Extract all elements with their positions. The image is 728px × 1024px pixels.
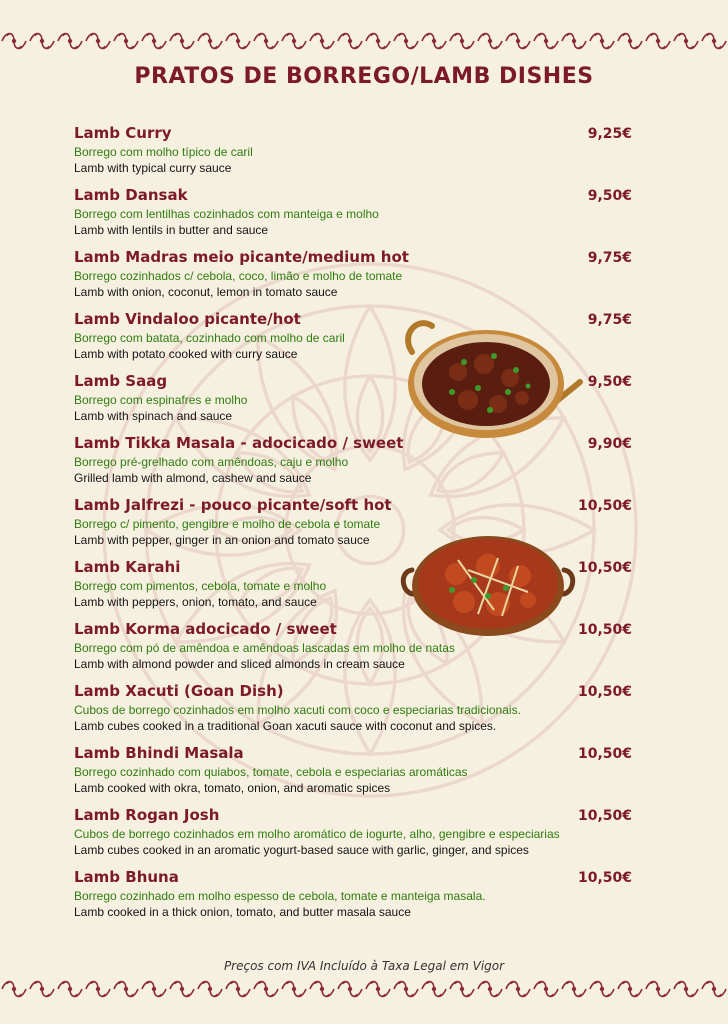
- item-description-en: Lamb with pepper, ginger in an onion and tomato sauce: [74, 533, 370, 547]
- menu-item-lamb-rogan-josh: [74, 806, 634, 868]
- item-price: 10,50€: [577, 560, 632, 576]
- top-ornament-border: [0, 28, 728, 54]
- menu-item-lamb-xacuti: [74, 682, 634, 744]
- item-price: 10,50€: [577, 870, 632, 886]
- item-description-en: Lamb cooked in a thick onion, tomato, and butter masala sauce: [74, 905, 411, 919]
- item-description-pt: Borrego pré-grelhado com amêndoas, caju e molho: [74, 455, 349, 469]
- menu-item-lamb-bhindi-masala: [74, 744, 634, 806]
- item-description-pt: Borrego com lentilhas cozinhados com manteiga e molho: [74, 207, 379, 221]
- item-description-pt: Cubos de borrego cozinhados em molho aromático de iogurte, alho, gengibre e especiarias: [74, 827, 560, 841]
- curry-bowl-image: [398, 312, 584, 452]
- item-price: 9,50€: [587, 374, 632, 390]
- item-description-pt: Borrego c/ pimento, gengibre e molho de cebola e tomate: [74, 517, 381, 531]
- item-description-en: Lamb with onion, coconut, lemon in tomato sauce: [74, 285, 338, 299]
- footer-note: Preços com IVA Incluído à Taxa Legal em Vigor: [223, 959, 505, 973]
- item-description-en: Grilled lamb with almond, cashew and sauce: [74, 471, 312, 485]
- item-price: 10,50€: [577, 808, 632, 824]
- item-price: 10,50€: [577, 684, 632, 700]
- item-price: 9,90€: [587, 436, 632, 452]
- item-description-pt: Borrego cozinhado com quiabos, tomate, cebola e especiarias aromáticas: [74, 765, 468, 779]
- item-name: Lamb Tikka Masala - adocicado / sweet: [74, 434, 404, 452]
- item-description-pt: Cubos de borrego cozinhados em molho xacuti com coco e especiarias tradicionais.: [74, 703, 521, 717]
- item-description-en: Lamb cubes cooked in a traditional Goan xacuti sauce with coconut and spices.: [74, 719, 497, 733]
- item-price: 9,75€: [587, 250, 632, 266]
- menu-item-lamb-curry: [74, 124, 634, 186]
- item-description-pt: Borrego cozinhado em molho espesso de cebola, tomate e manteiga masala.: [74, 889, 486, 903]
- bottom-ornament-border: [0, 976, 728, 1002]
- item-description-pt: Borrego cozinhados c/ cebola, coco, limão e molho de tomate: [74, 269, 403, 283]
- item-description-en: Lamb with typical curry sauce: [74, 161, 232, 175]
- item-name: Lamb Bhuna: [74, 868, 179, 886]
- item-price: 9,50€: [587, 188, 632, 204]
- item-description-en: Lamb cubes cooked in an aromatic yogurt-based sauce with garlic, ginger, and spices: [74, 843, 529, 857]
- item-description-pt: Borrego com batata, cozinhado com molho de caril: [74, 331, 345, 345]
- karahi-bowl-image: [398, 530, 578, 650]
- menu-item-lamb-bhuna: [74, 868, 634, 930]
- item-name: Lamb Bhindi Masala: [74, 744, 244, 762]
- item-description-en: Lamb with potato cooked with curry sauce: [74, 347, 298, 361]
- item-price: 9,75€: [587, 312, 632, 328]
- item-name: Lamb Korma adocicado / sweet: [74, 620, 337, 638]
- item-name: Lamb Rogan Josh: [74, 806, 220, 824]
- item-description-en: Lamb with peppers, onion, tomato, and sauce: [74, 595, 317, 609]
- item-name: Lamb Dansak: [74, 186, 188, 204]
- menu-item-lamb-dansak: [74, 186, 634, 248]
- item-price: 9,25€: [587, 126, 632, 142]
- item-name: Lamb Curry: [74, 124, 172, 142]
- item-name: Lamb Saag: [74, 372, 168, 390]
- item-price: 10,50€: [577, 746, 632, 762]
- item-description-pt: Borrego com pimentos, cebola, tomate e molho: [74, 579, 327, 593]
- item-description-en: Lamb cooked with okra, tomato, onion, and aromatic spices: [74, 781, 391, 795]
- item-name: Lamb Karahi: [74, 558, 181, 576]
- menu-list: [74, 124, 634, 930]
- item-name: Lamb Xacuti (Goan Dish): [74, 682, 284, 700]
- menu-item-lamb-madras: [74, 248, 634, 310]
- item-description-pt: Borrego com pó de amêndoa e amêndoas lascadas em molho de natas: [74, 641, 455, 655]
- item-price: 10,50€: [577, 498, 632, 514]
- item-name: Lamb Jalfrezi - pouco picante/soft hot: [74, 496, 392, 514]
- item-description-en: Lamb with almond powder and sliced almonds in cream sauce: [74, 657, 405, 671]
- item-name: Lamb Vindaloo picante/hot: [74, 310, 301, 328]
- item-name: Lamb Madras meio picante/medium hot: [74, 248, 409, 266]
- item-description-pt: Borrego com espinafres e molho: [74, 393, 248, 407]
- item-description-en: Lamb with lentils in butter and sauce: [74, 223, 269, 237]
- item-description-pt: Borrego com molho típico de caril: [74, 145, 253, 159]
- item-price: 10,50€: [577, 622, 632, 638]
- page-title: PRATOS DE BORREGO/LAMB DISHES: [134, 64, 594, 89]
- item-description-en: Lamb with spinach and sauce: [74, 409, 233, 423]
